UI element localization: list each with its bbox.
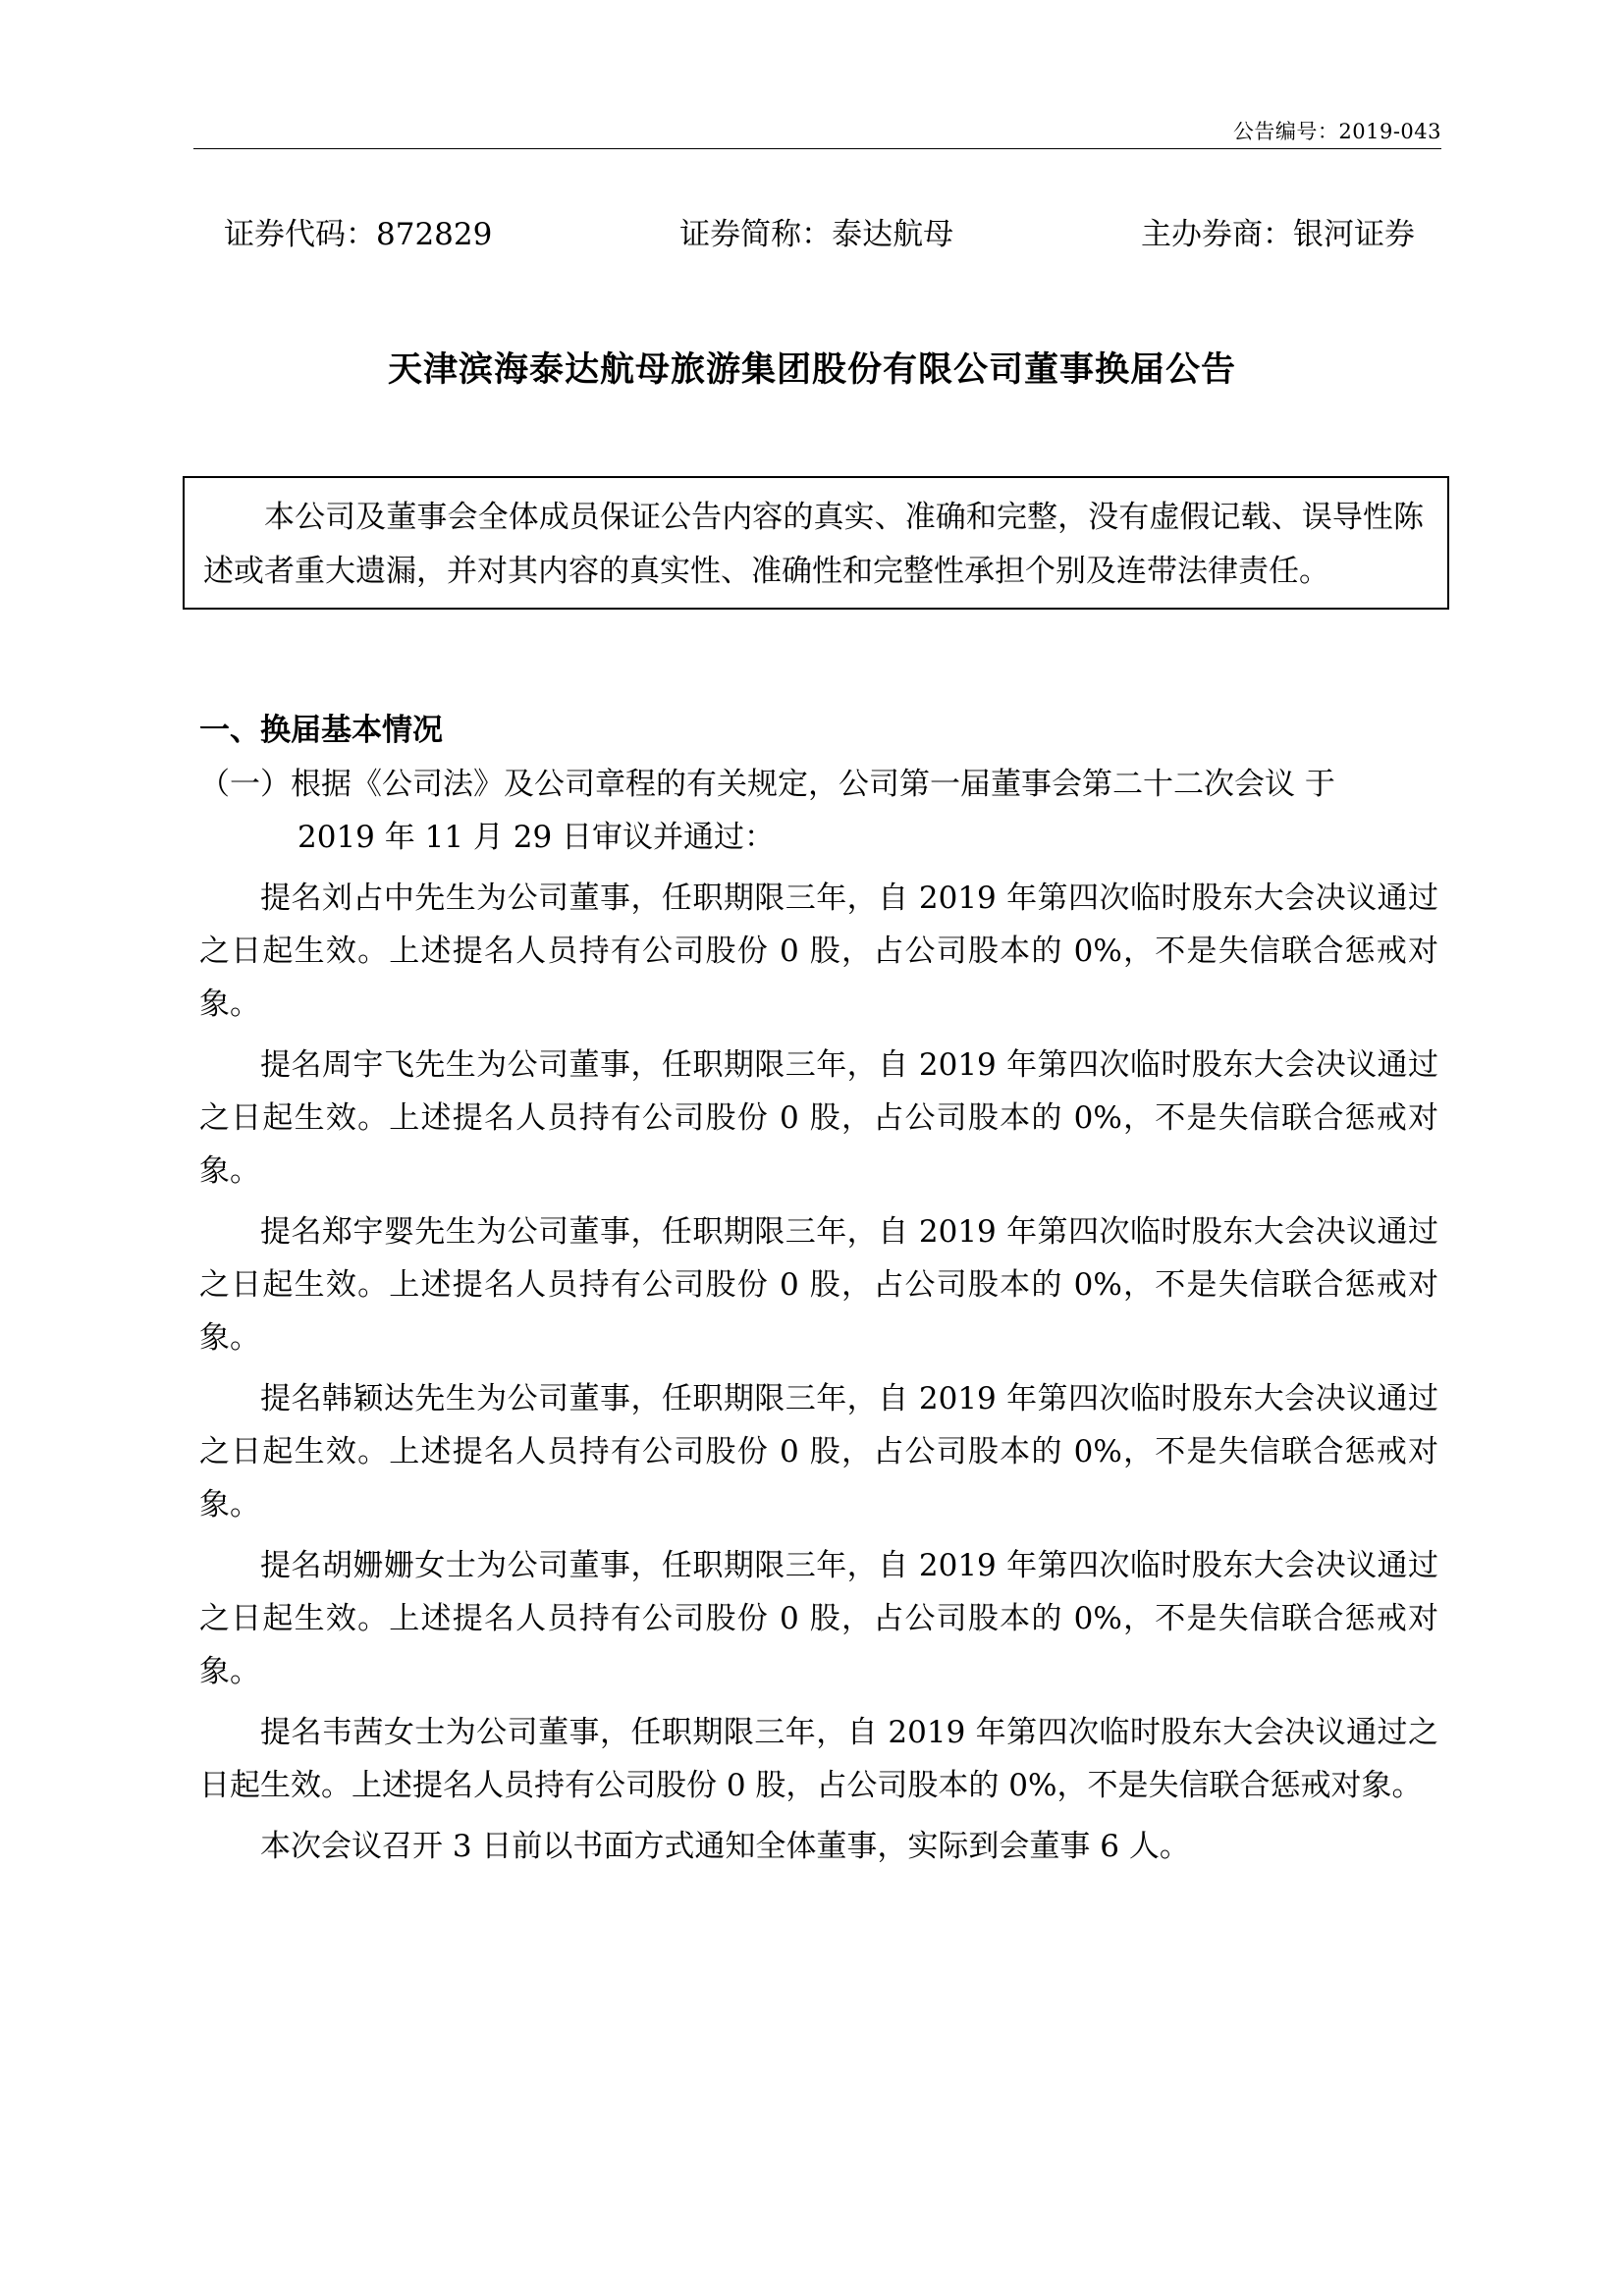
nomination-paragraph: 提名胡姗姗女士为公司董事，任职期限三年，自 2019 年第四次临时股东大会决议通过之日起生效。上述提名人员持有公司股份 0 股，占公司股本的 0%，不是失信联合惩戒对象。 — [199, 1548, 1438, 1689]
section-heading: 一、换届基本情况 — [199, 713, 443, 748]
meeting-note: 本次会议召开 3 日前以书面方式通知全体董事，实际到会董事 6 人。 — [260, 1829, 1190, 1864]
document-title: 天津滨海泰达航母旅游集团股份有限公司董事换届公告 — [387, 349, 1236, 390]
sponsor-broker: 主办券商：银河证券 — [1141, 217, 1415, 252]
item-1-line-1: （一）根据《公司法》及公司章程的有关规定，公司第一届董事会第二十二次会议 于 — [199, 767, 1335, 802]
nomination-paragraph: 提名刘占中先生为公司董事，任职期限三年，自 2019 年第四次临时股东大会决议通过之日起生效。上述提名人员持有公司股份 0 股，占公司股本的 0%，不是失信联合惩戒对象。 — [199, 881, 1438, 1022]
header-divider — [193, 148, 1441, 149]
section-body — [199, 758, 1438, 1873]
nomination-paragraph: 提名周宇飞先生为公司董事，任职期限三年，自 2019 年第四次临时股东大会决议通过之日起生效。上述提名人员持有公司股份 0 股，占公司股本的 0%，不是失信联合惩戒对象。 — [199, 1047, 1438, 1189]
nomination-paragraph: 提名韩颖达先生为公司董事，任职期限三年，自 2019 年第四次临时股东大会决议通过之日起生效。上述提名人员持有公司股份 0 股，占公司股本的 0%，不是失信联合惩戒对象。 — [199, 1381, 1438, 1522]
nomination-paragraph: 提名郑宇婴先生为公司董事，任职期限三年，自 2019 年第四次临时股东大会决议通过之日起生效。上述提名人员持有公司股份 0 股，占公司股本的 0%，不是失信联合惩戒对象。 — [199, 1214, 1438, 1356]
responsibility-statement: 本公司及董事会全体成员保证公告内容的真实、准确和完整，没有虚假记载、误导性陈述或者重大遗漏，并对其内容的真实性、准确性和完整性承担个别及连带法律责任。 — [183, 476, 1449, 610]
notice-number: 公告编号：2019-043 — [1232, 120, 1441, 143]
security-info-row — [224, 209, 1415, 253]
security-code: 证券代码：872829 — [224, 217, 493, 252]
nomination-paragraph: 提名韦茜女士为公司董事，任职期限三年，自 2019 年第四次临时股东大会决议通过之日起生效。上述提名人员持有公司股份 0 股，占公司股本的 0%，不是失信联合惩戒对象。 — [199, 1715, 1438, 1803]
item-1-line-2: 2019 年 11 月 29 日审议并通过： — [298, 820, 776, 855]
security-short-name: 证券简称：泰达航母 — [679, 217, 954, 252]
